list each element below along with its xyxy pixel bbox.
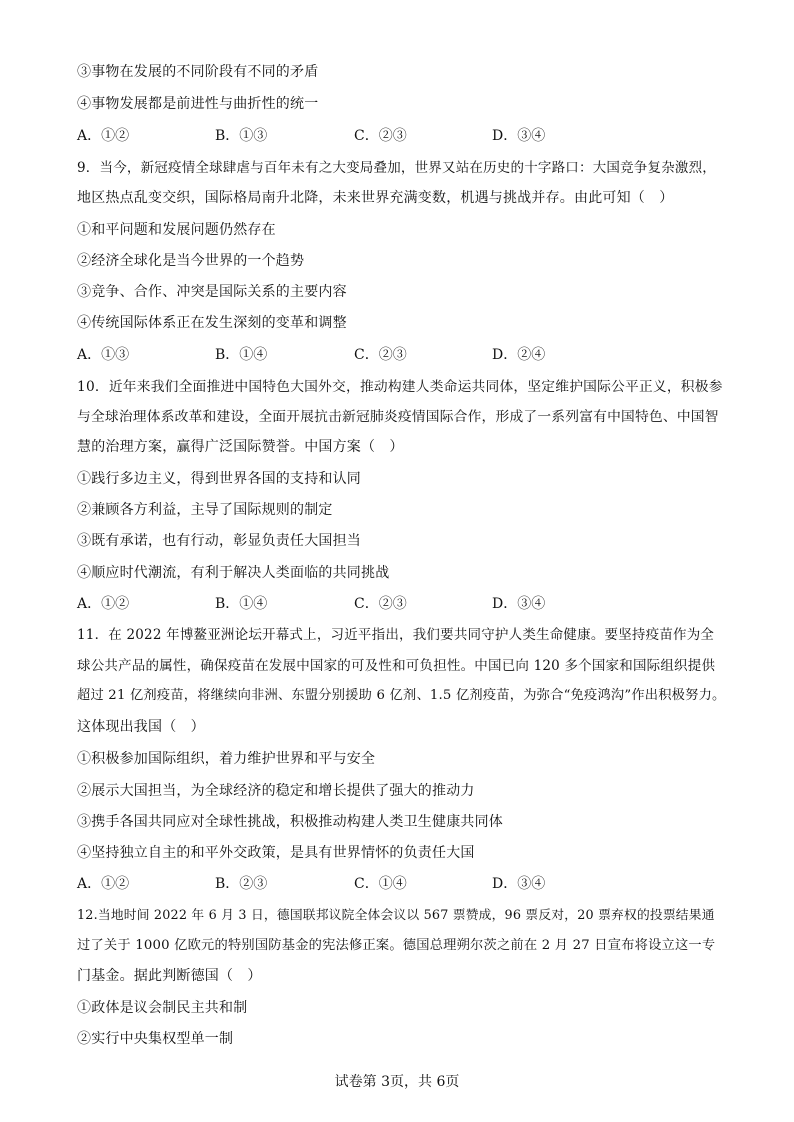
q11-item-4: ④坚持独立自主的和平外交政策，是具有世界情怀的负责任大国 bbox=[77, 845, 475, 861]
q9-item-1: ①和平问题和发展问题仍然存在 bbox=[77, 222, 276, 238]
q9-option-c: C．②③ bbox=[354, 347, 407, 363]
q12-stem-line-2: 过了关于 1000 亿欧元的特别国防基金的宪法修正案。德国总理朔尔茨之前在 2 月 27 日宣布将设立这一专 bbox=[77, 938, 716, 953]
q9-item-2: ②经济全球化是当今世界的一个趋势 bbox=[77, 253, 305, 269]
q11-stem-line-2: 球公共产品的属性，确保疫苗在发展中国家的可及性和可负担性。中国已向 120 多个国家和国际组织提供 bbox=[77, 658, 716, 674]
q12-item-2: ②实行中央集权型单一制 bbox=[77, 1031, 234, 1047]
q9-stem-line-2: 地区热点乱变交织，国际格局南升北降，未来世界充满变数，机遇与挑战并存。由此可知（ ） bbox=[77, 190, 674, 206]
q10-item-2: ②兼顾各方利益，主导了国际规则的制定 bbox=[77, 502, 333, 518]
q9-option-b: B．①④ bbox=[215, 347, 268, 363]
q11-stem-line-4: 这体现出我国（ ） bbox=[77, 719, 205, 735]
q10-item-3: ③既有承诺，也有行动，彰显负责任大国担当 bbox=[77, 533, 361, 549]
q11-item-2: ②展示大国担当，为全球经济的稳定和增长提供了强大的推动力 bbox=[77, 783, 475, 799]
q9-option-a: A．①③ bbox=[77, 347, 130, 363]
q10-item-4: ④顺应时代潮流，有利于解决人类面临的共同挑战 bbox=[77, 565, 390, 581]
q9-option-d: D．②④ bbox=[492, 347, 546, 363]
q9-item-4: ④传统国际体系正在发生深刻的变革和调整 bbox=[77, 315, 347, 331]
q12-stem-line-3: 门基金。据此判断德国（ ） bbox=[77, 968, 262, 984]
q12-item-1: ①政体是议会制民主共和制 bbox=[77, 1000, 248, 1016]
q11-option-d: D．③④ bbox=[492, 876, 546, 892]
q12-stem-line-1: 12.当地时间 2022 年 6 月 3 日，德国联邦议院全体会议以 567 票赞成，96 票反对，20 票弃权的投票结果通 bbox=[77, 908, 715, 923]
q10-item-1: ①践行多边主义，得到世界各国的支持和认同 bbox=[77, 471, 361, 487]
q10-stem-line-1: 10．近年来我们全面推进中国特色大国外交，推动构建人类命运共同体，坚定维护国际公平正义，积极参 bbox=[77, 379, 723, 395]
q10-option-a: A．①② bbox=[77, 596, 130, 612]
q8-option-a: A．①② bbox=[77, 128, 130, 144]
q8-item-3: ③事物在发展的不同阶段有不同的矛盾 bbox=[77, 64, 319, 80]
q11-item-3: ③携手各国共同应对全球性挑战，积极推动构建人类卫生健康共同体 bbox=[77, 814, 503, 830]
q10-options bbox=[77, 594, 725, 614]
q10-option-c: C．②③ bbox=[354, 596, 407, 612]
q9-item-3: ③竞争、合作、冲突是国际关系的主要内容 bbox=[77, 284, 347, 300]
q11-stem-line-3: 超过 21 亿剂疫苗，将继续向非洲、东盟分别援助 6 亿剂、1.5 亿剂疫苗，为弥合“免疫鸿沟”作出积极努力。 bbox=[77, 688, 726, 703]
q8-option-d: D．③④ bbox=[492, 128, 546, 144]
q11-options bbox=[77, 874, 725, 894]
q11-stem-line-1: 11．在 2022 年博鳌亚洲论坛开幕式上，习近平指出，我们要共同守护人类生命健康。要坚持疫苗作为全 bbox=[77, 627, 715, 643]
q8-item-4: ④事物发展都是前进性与曲折性的统一 bbox=[77, 96, 319, 112]
q10-stem-line-2: 与全球治理体系改革和建设，全面开展抗击新冠肺炎疫情国际合作，形成了一系列富有中国特色、中国智 bbox=[77, 409, 719, 425]
q11-option-a: A．①② bbox=[77, 876, 130, 892]
q11-option-b: B．②③ bbox=[215, 876, 268, 892]
q8-option-c: C．②③ bbox=[354, 128, 407, 144]
q10-stem-line-3: 慧的治理方案，赢得广泛国际赞誉。中国方案（ ） bbox=[77, 439, 404, 455]
q8-option-b: B．①③ bbox=[215, 128, 268, 144]
q10-option-d: D．③④ bbox=[492, 596, 546, 612]
q9-options bbox=[77, 345, 725, 365]
q8-options bbox=[77, 126, 725, 146]
q11-item-1: ①积极参加国际组织，着力维护世界和平与安全 bbox=[77, 751, 376, 767]
q9-stem-line-1: 9．当今，新冠疫情全球肆虐与百年未有之大变局叠加，世界又站在历史的十字路口：大国竞争复杂激烈， bbox=[77, 160, 716, 176]
page-footer: 试卷第 3页，共 6页 bbox=[334, 1074, 460, 1090]
q10-option-b: B．①④ bbox=[215, 596, 268, 612]
q11-option-c: C．①④ bbox=[354, 876, 407, 892]
